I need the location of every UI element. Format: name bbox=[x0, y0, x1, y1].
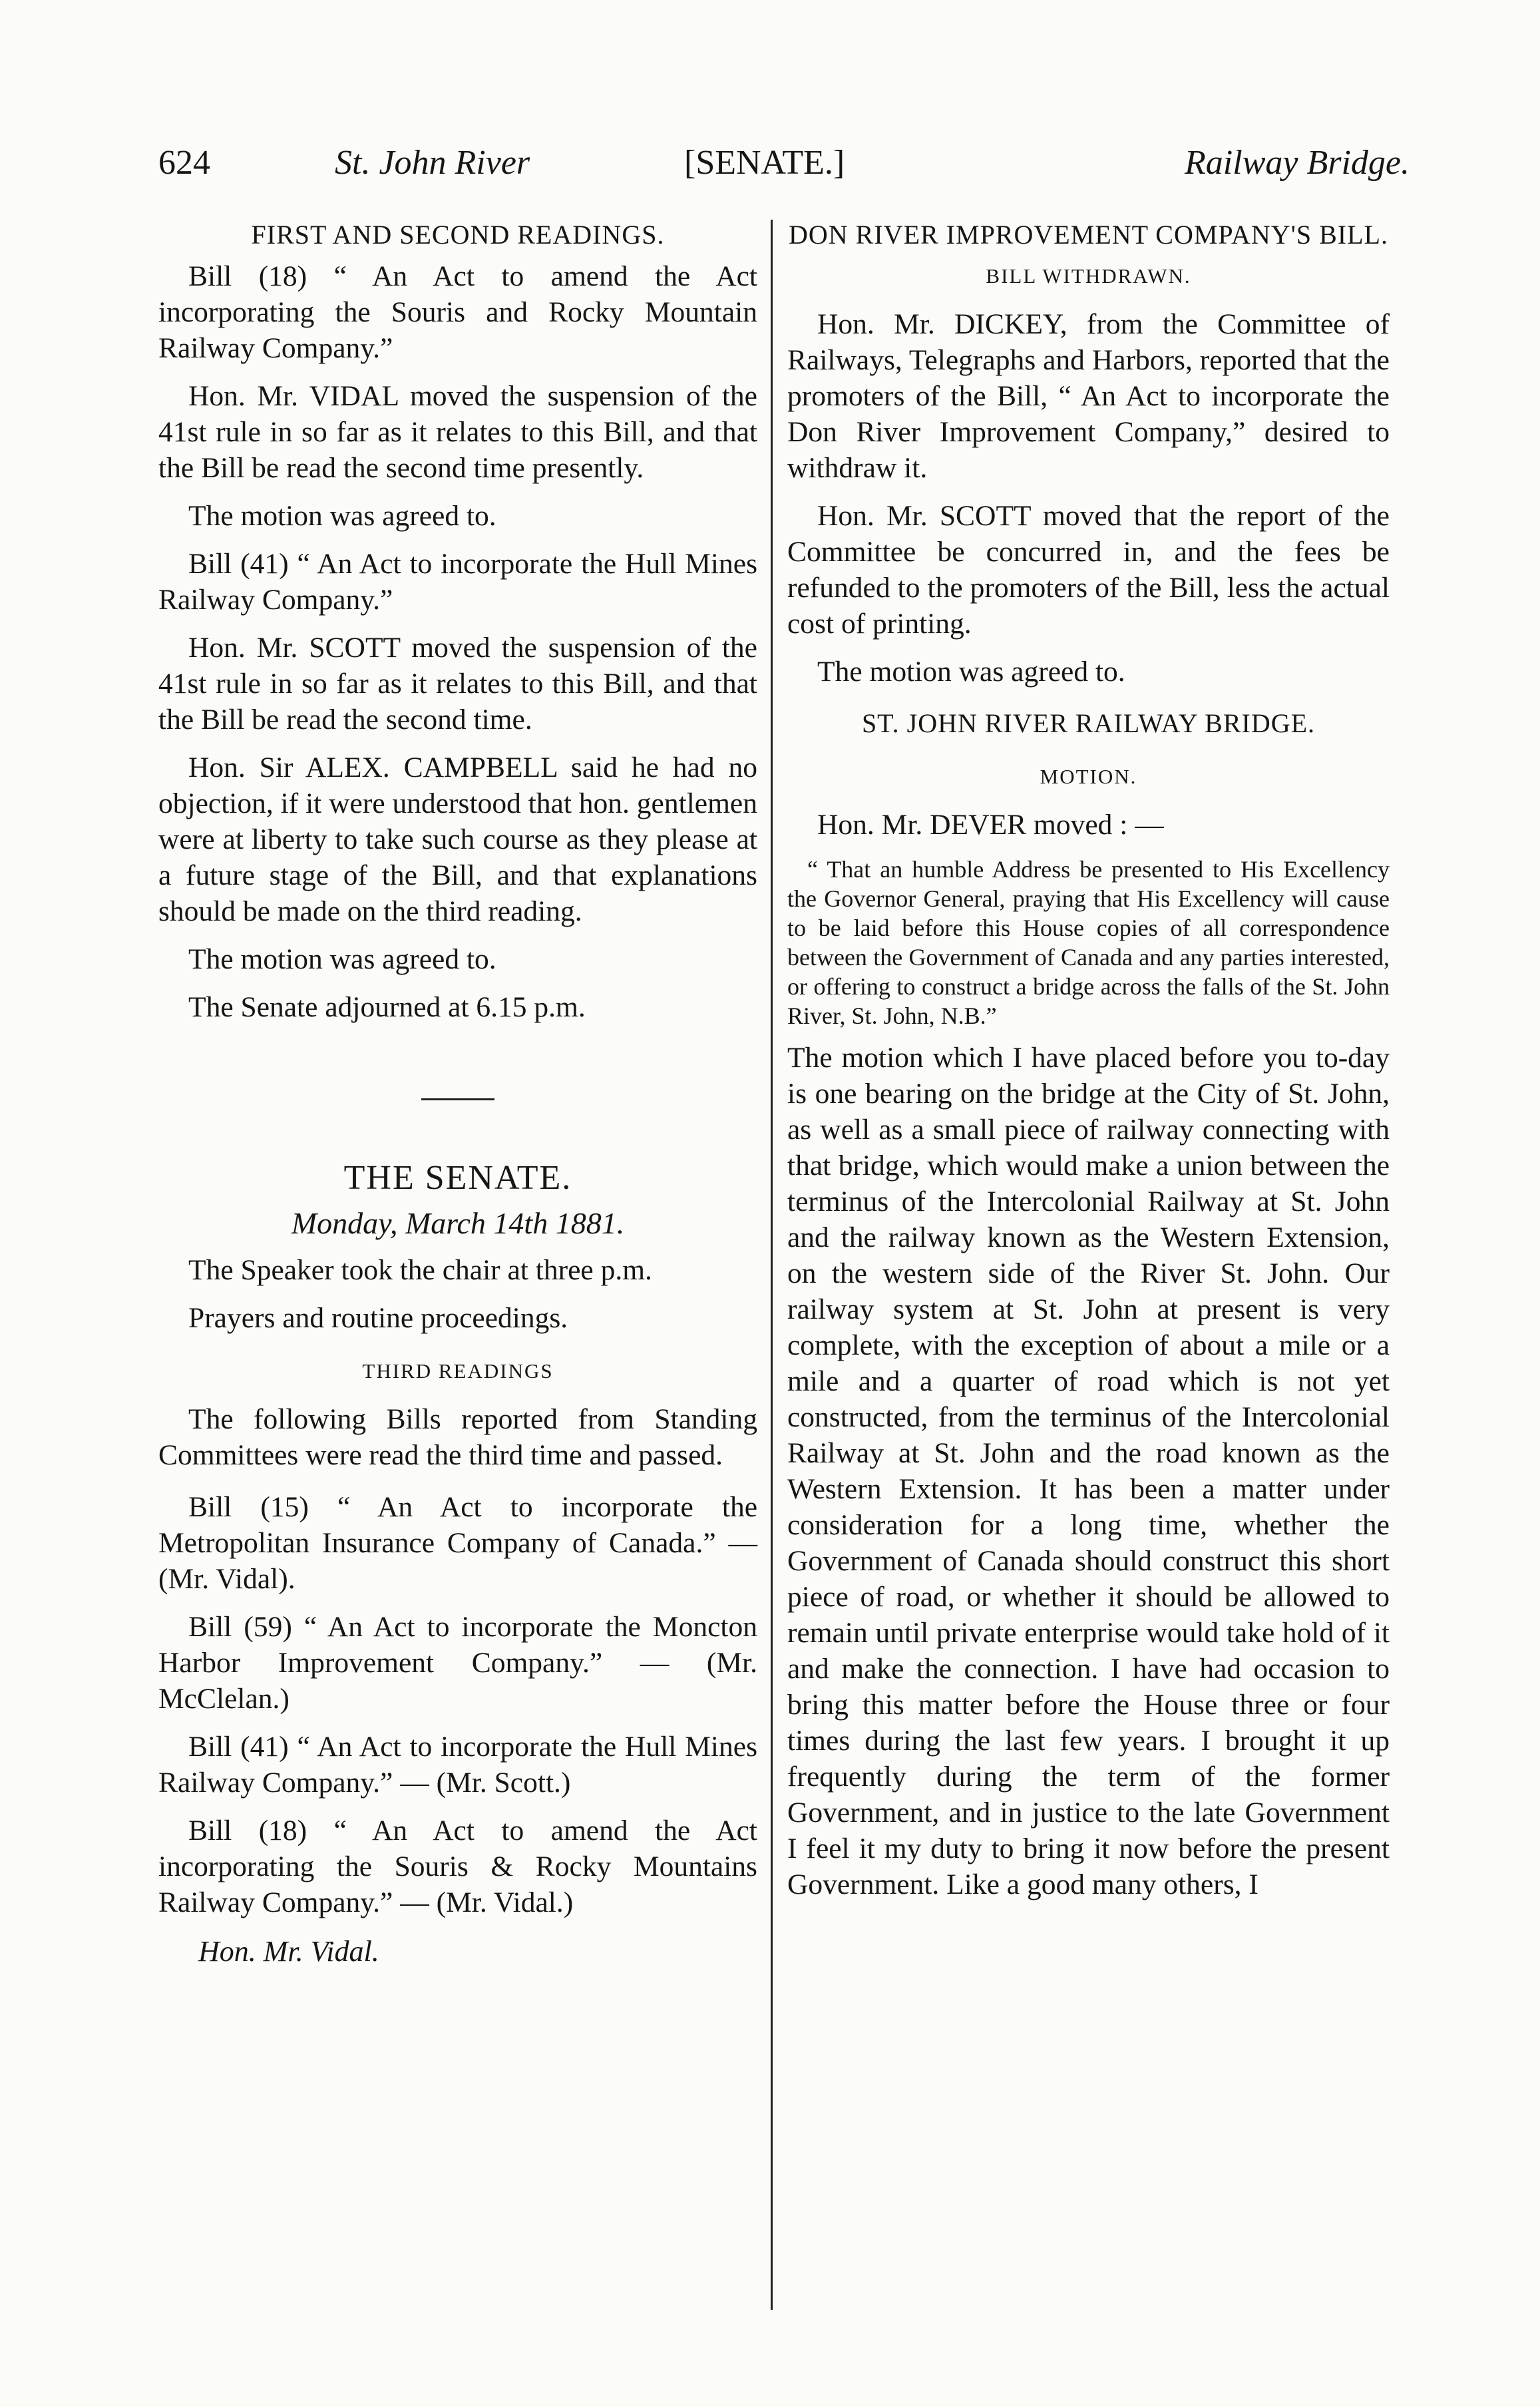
left-column bbox=[158, 213, 757, 2323]
paragraph: Bill (41) “ An Act to incorporate the Hull Mines Railway Company.” bbox=[158, 548, 757, 616]
signoff-catchword: Hon. Mr. Vidal. bbox=[198, 1935, 379, 1968]
paragraph: Bill (18) “ An Act to amend the Act incorporating the Souris & Rocky Mountains Railway Company.” — (Mr. Vidal.) bbox=[158, 1815, 757, 1918]
paragraph: The motion was agreed to. bbox=[188, 943, 496, 975]
subsection-title-motion: MOTION. bbox=[1040, 765, 1137, 788]
column-divider bbox=[771, 220, 773, 2310]
paragraph: Prayers and routine proceedings. bbox=[188, 1302, 568, 1334]
page-header bbox=[158, 143, 1410, 203]
subsection-title-bill-withdrawn: BILL WITHDRAWN. bbox=[986, 264, 1191, 288]
paragraph: Hon. Mr. VIDAL moved the suspension of the 41st rule in so far as it relates to this Bill, and that the Bill be read the second time presently. bbox=[158, 380, 757, 484]
running-title-center: [SENATE.] bbox=[684, 144, 845, 182]
paragraph: The motion which I have placed before you to-day is one bearing on the bridge at the City of St. John, as well as a small piece of railway connecting with that bridge, which would make a union between the terminus of the Intercolonial Railway at St. John and the railway known as the Western Extension, on the western side of the River St. John. Our railway system at St. John at present is very complete, with the exception of about a mile or a mile and a quarter of road which is not yet constructed, from the terminus of the Intercolonial Railway at St. John and the road known as the Western Extension. It has been a matter under consideration for a long time, whether the Government of Canada should construct this short piece of road, or whether it should be allowed to remain until private enterprise would take hold of it and make the connection. I have had occasion to bring this matter before the House three or four times during the last few years. I brought it up frequently during the term of the former Government, and in justice to the late Government I feel it my duty to bring it now before the present Government. Like a good many others, I bbox=[787, 1042, 1390, 1900]
paragraph: Bill (18) “ An Act to amend the Act incorporating the Souris and Rocky Mountain Railway Company.” bbox=[158, 260, 757, 364]
paragraph: Bill (59) “ An Act to incorporate the Moncton Harbor Improvement Company.” — (Mr. McClelan.) bbox=[158, 1611, 757, 1715]
running-title-left: St. John River bbox=[335, 144, 530, 182]
section-title-st-john-bridge: ST. JOHN RIVER RAILWAY BRIDGE. bbox=[861, 708, 1316, 738]
paragraph: Hon. Mr. DEVER moved : — bbox=[817, 809, 1164, 841]
section-title-don-river: DON RIVER IMPROVEMENT COMPANY'S BILL. bbox=[789, 220, 1388, 250]
right-column bbox=[787, 213, 1390, 2323]
running-title-right: Railway Bridge. bbox=[1185, 144, 1410, 182]
section-title-first-second-readings: FIRST AND SECOND READINGS. bbox=[251, 220, 665, 250]
paragraph: Hon. Mr. SCOTT moved the suspension of the 41st rule in so far as it relates to this Bill, and that the Bill be read the second time. bbox=[158, 632, 757, 736]
section-title-third-readings: THIRD READINGS bbox=[362, 1359, 554, 1383]
paragraph: The motion was agreed to. bbox=[817, 656, 1125, 688]
paragraph: The following Bills reported from Standing Committees were read the third time and passed. bbox=[158, 1403, 757, 1471]
section-rule bbox=[421, 1098, 494, 1100]
paragraph: The Speaker took the chair at three p.m. bbox=[188, 1254, 652, 1286]
paragraph: Hon. Sir ALEX. CAMPBELL said he had no objection, if it were understood that hon. gentlemen were at liberty to take such course as they please at a future stage of the Bill, and that explanations should be made on the third reading. bbox=[158, 752, 757, 927]
senate-title: THE SENATE. bbox=[343, 1159, 572, 1197]
page-number: 624 bbox=[158, 144, 210, 182]
motion-quote: “ That an humble Address be presented to His Excellency the Governor General, praying that His Excellency will cause to be laid before this House copies of all correspondence between the Government of Canada and any parties interested, or offering to construct a bridge across the falls of the St. John River, St. John, N.B.” bbox=[787, 856, 1390, 1029]
sitting-date: Monday, March 14th 1881. bbox=[291, 1206, 625, 1240]
paragraph: The Senate adjourned at 6.15 p.m. bbox=[188, 991, 586, 1023]
paragraph: Hon. Mr. DICKEY, from the Committee of Railways, Telegraphs and Harbors, reported that the promoters of the Bill, “ An Act to incorporate the Don River Improvement Company,” desired to withdraw it. bbox=[787, 308, 1390, 484]
paragraph: Bill (15) “ An Act to incorporate the Metropolitan Insurance Company of Canada.” — (Mr. Vidal). bbox=[158, 1491, 757, 1595]
paragraph: The motion was agreed to. bbox=[188, 500, 496, 532]
paragraph: Bill (41) “ An Act to incorporate the Hull Mines Railway Company.” — (Mr. Scott.) bbox=[158, 1731, 757, 1799]
paragraph: Hon. Mr. SCOTT moved that the report of the Committee be concurred in, and the fees be refunded to the promoters of the Bill, less the actual cost of printing. bbox=[787, 500, 1390, 640]
